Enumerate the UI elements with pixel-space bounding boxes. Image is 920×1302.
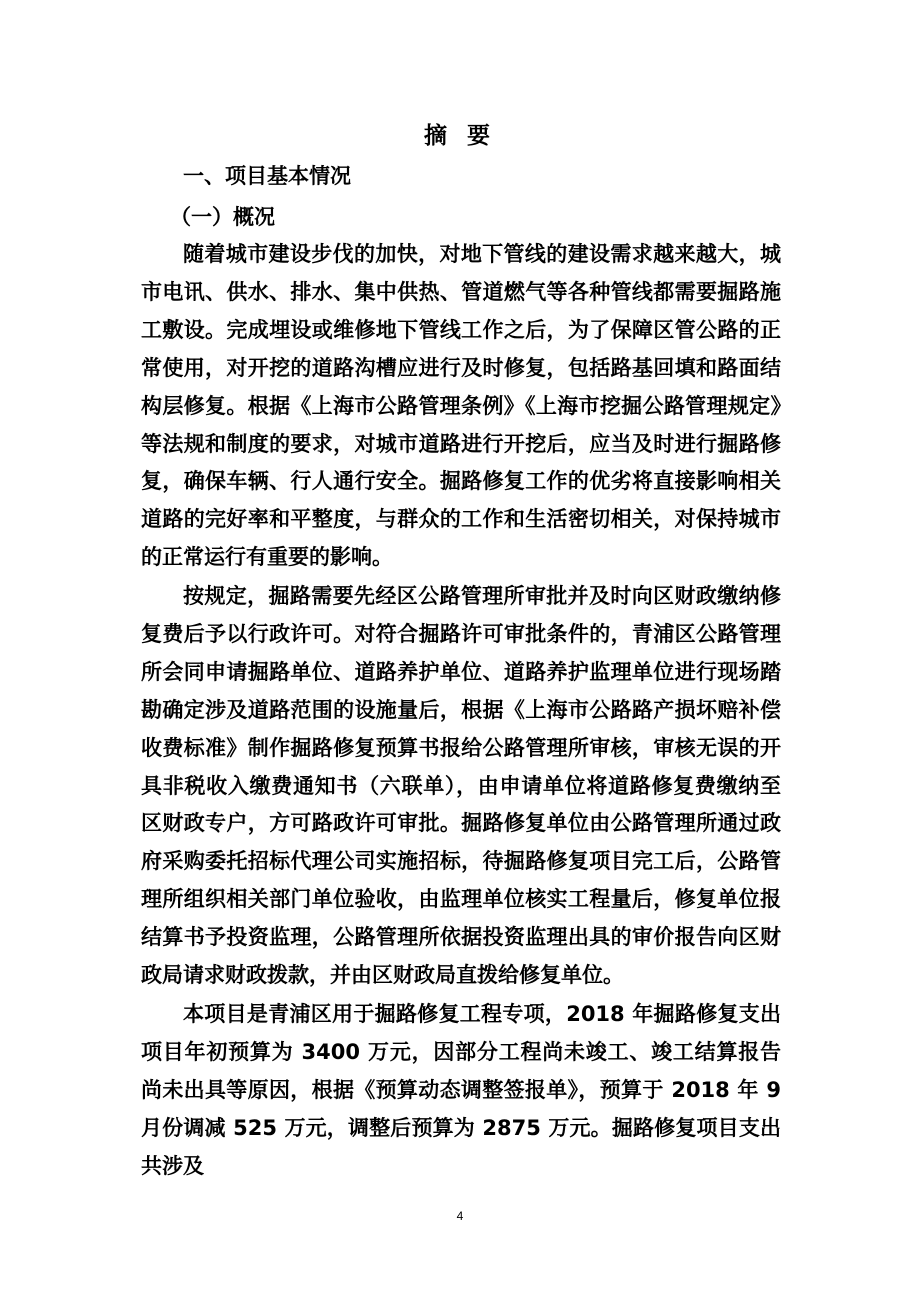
paragraph-overview-2: 按规定，掘路需要先经区公路管理所审批并及时向区财政缴纳修复费后予以行政许可。对符合掘路许可审批条件的，青浦区公路管理所会同申请掘路单位、道路养护单位、道路养护监理单位进行现场踏勘确定涉及道路范围的设施量后，根据《上海市公路路产损坏赔补偿收费标准》制作掘路修复预算书报给公路管理所审核，审核无误的开具非税收入缴费通知书（六联单），由申请单位将道路修复费缴纳至区财政专户，方可路政许可审批。掘路修复单位由公路管理所通过政府采购委托招标代理公司实施招标，待掘路修复项目完工后，公路管理所组织相关部门单位验收，由监理单位核实工程量后，修复单位报结算书予投资监理，公路管理所依据投资监理出具的审价报告向区财政局请求财政拨款，并由区财政局直拨给修复单位。: [141, 584, 781, 988]
section-heading: 一、项目基本情况: [183, 164, 351, 188]
paragraph-overview-1: 随着城市建设步伐的加快，对地下管线的建设需求越来越大，城市电讯、供水、排水、集中供热、管道燃气等各种管线都需要掘路施工敷设。完成埋设或维修地下管线工作之后，为了保障区管公路的正常使用，对开挖的道路沟槽应进行及时修复，包括路基回填和路面结构层修复。根据《上海市公路管理条例》《上海市挖掘公路管理规定》等法规和制度的要求，对城市道路进行开挖后，应当及时进行掘路修复，确保车辆、行人通行安全。掘路修复工作的优劣将直接影响相关道路的完好率和平整度，与群众的工作和生活密切相关，对保持城市的正常运行有重要的影响。: [141, 242, 781, 570]
page-number: 4: [456, 1209, 464, 1223]
subsection-heading: （一）概况: [170, 205, 275, 229]
page-title: 摘 要: [423, 122, 496, 149]
paragraph-overview-3: 本项目是青浦区用于掘路修复工程专项，2018 年掘路修复支出项目年初预算为 3400 万元，因部分工程尚未竣工、竣工结算报告尚未出具等原因，根据《预算动态调整签报单》，预算于 2018 年 9 月份调减 525 万元，调整后预算为 2875 万元。掘路修复项目支出共涉及: [141, 1002, 781, 1178]
